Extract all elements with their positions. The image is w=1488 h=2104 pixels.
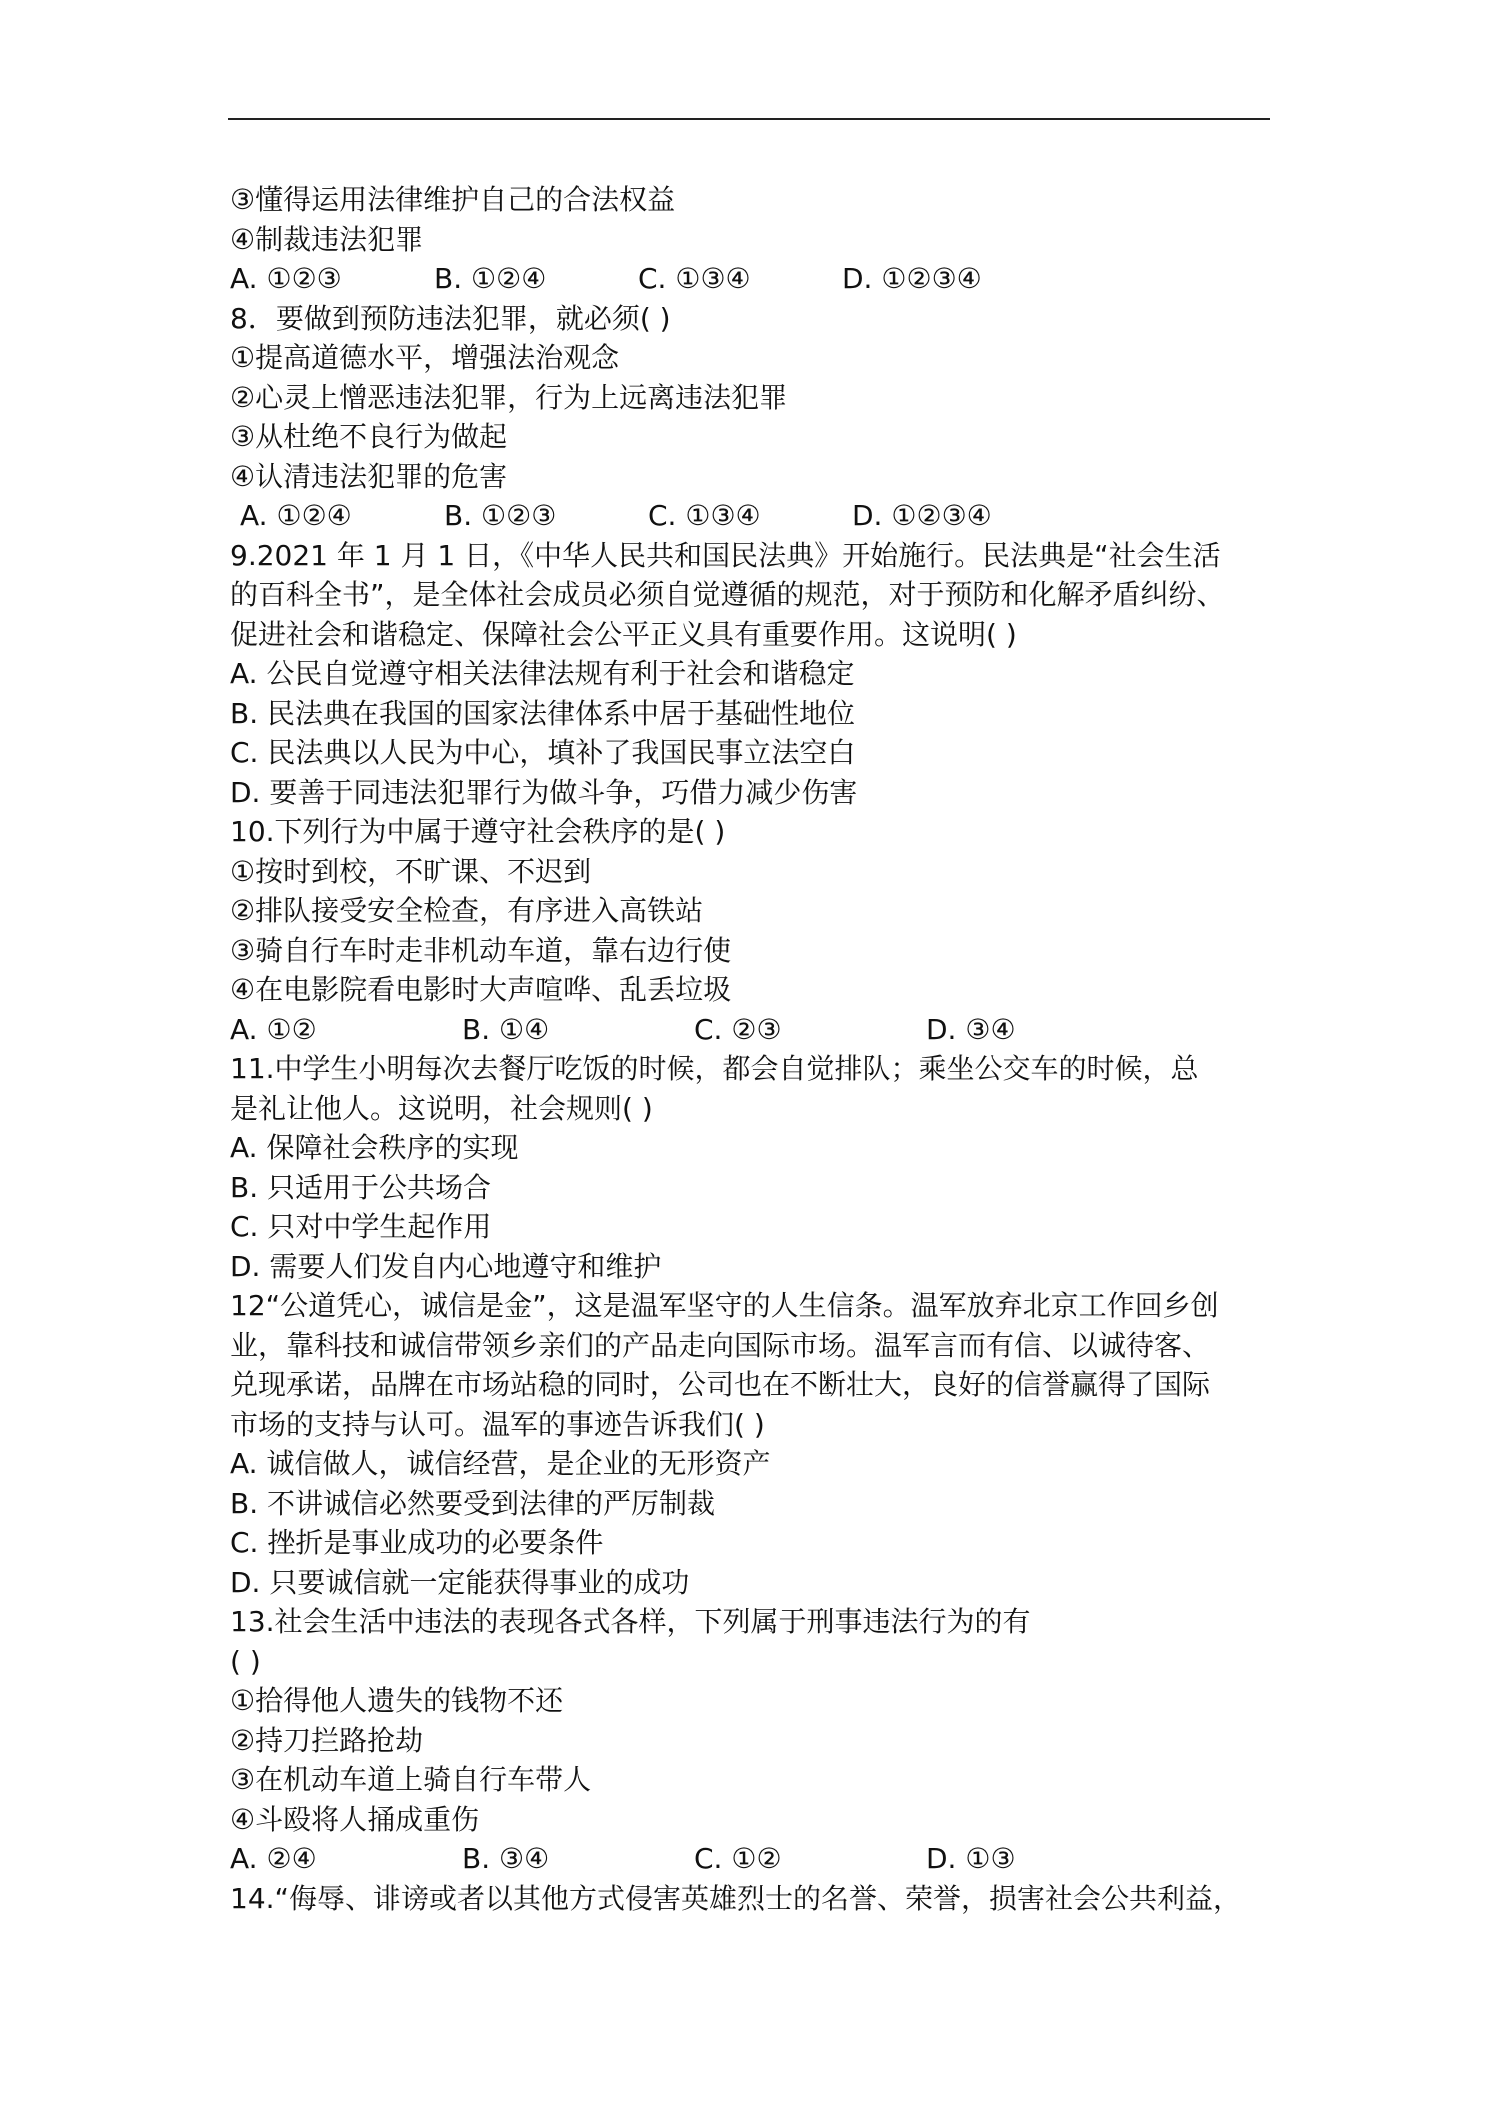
q9-stem-line-3: 促进社会和谐稳定、保障社会公平正义具有重要作用。这说明( )	[230, 617, 1017, 651]
q13-stem-line-1: 13.社会生活中违法的表现各式各样，下列属于刑事违法行为的有	[230, 1605, 1031, 1638]
q11-option-b: B. 只适用于公共场合	[230, 1170, 492, 1204]
q9-stem-line-2: 的百科全书”，是全体社会成员必须自觉遵循的规范，对于预防和化解矛盾纠纷、	[230, 578, 1225, 611]
q7-option-a: A. ①②③	[230, 262, 342, 295]
q12-stem-line-4: 市场的支持与认可。温军的事迹告诉我们( )	[230, 1407, 765, 1441]
q9-option-c: C. 民法典以人民为中心，填补了我国民事立法空白	[230, 736, 856, 769]
q8-stem: 8．要做到预防违法犯罪，就必须( )	[230, 301, 671, 335]
q10-item-4: ④在电影院看电影时大声喧哗、乱丢垃圾	[230, 973, 732, 1006]
q12-option-c: C. 挫折是事业成功的必要条件	[230, 1526, 604, 1559]
q7-options	[230, 259, 1270, 299]
q11-stem-line-2: 是礼让他人。这说明，社会规则( )	[230, 1091, 653, 1125]
exam-page	[230, 180, 1270, 1918]
q8-item-4: ④认清违法犯罪的危害	[230, 459, 508, 493]
q10-stem: 10.下列行为中属于遵守社会秩序的是( )	[230, 815, 726, 848]
q10-options	[230, 1010, 1270, 1050]
q10-option-c: C. ②③	[694, 1012, 782, 1046]
q13-item-2: ②持刀拦路抢劫	[230, 1723, 424, 1757]
q13-option-b: B. ③④	[462, 1842, 550, 1875]
q12-stem-line-1: 12“公道凭心，诚信是金”，这是温军坚守的人生信条。温军放弃北京工作回乡创	[230, 1289, 1219, 1322]
q12-option-b: B. 不讲诚信必然要受到法律的严厉制裁	[230, 1486, 716, 1520]
q9-stem-line-1: 9.2021 年 1 月 1 日，《中华人民共和国民法典》开始施行。民法典是“社会生活	[230, 538, 1221, 572]
q9-option-d: D. 要善于同违法犯罪行为做斗争，巧借力减少伤害	[230, 775, 858, 809]
q8-option-d: D. ①②③④	[852, 499, 992, 532]
q9-option-b: B. 民法典在我国的国家法律体系中居于基础性地位	[230, 696, 856, 730]
q13-item-1: ①拾得他人遗失的钱物不还	[230, 1684, 564, 1717]
header-rule	[228, 118, 1270, 120]
q8-options	[230, 496, 1270, 536]
q10-option-b: B. ①④	[462, 1012, 550, 1046]
q7-option-b: B. ①②④	[434, 262, 547, 295]
q13-options	[230, 1839, 1270, 1879]
q10-option-a: A. ①②	[230, 1012, 317, 1046]
q13-option-c: C. ①②	[694, 1842, 782, 1875]
q13-option-d: D. ①③	[926, 1842, 1016, 1875]
q13-item-4: ④斗殴将人捅成重伤	[230, 1802, 480, 1836]
q7-item-3: ③懂得运用法律维护自己的合法权益	[230, 183, 676, 216]
q7-option-c: C. ①③④	[638, 262, 751, 295]
q10-item-3: ③骑自行车时走非机动车道，靠右边行使	[230, 933, 732, 967]
q8-option-b: B. ①②③	[444, 499, 557, 532]
q10-item-1: ①按时到校，不旷课、不迟到	[230, 854, 592, 888]
q8-option-c: C. ①③④	[648, 499, 761, 532]
q14-stem-line-1: 14.“侮辱、诽谤或者以其他方式侵害英雄烈士的名誉、荣誉，损害社会公共利益，	[230, 1881, 1242, 1915]
q13-option-a: A. ②④	[230, 1842, 317, 1875]
q11-option-d: D. 需要人们发自内心地遵守和维护	[230, 1249, 662, 1283]
q11-stem-line-1: 11.中学生小明每次去餐厅吃饭的时候，都会自觉排队；乘坐公交车的时候，总	[230, 1052, 1199, 1085]
q13-item-3: ③在机动车道上骑自行车带人	[230, 1763, 592, 1796]
q12-stem-line-3: 兑现承诺，品牌在市场站稳的同时，公司也在不断壮大，良好的信誉赢得了国际	[230, 1368, 1211, 1401]
q8-option-a: A. ①②④	[240, 499, 352, 532]
q12-stem-line-2: 业，靠科技和诚信带领乡亲们的产品走向国际市场。温军言而有信、以诚待客、	[230, 1328, 1211, 1362]
q9-option-a: A. 公民自觉遵守相关法律法规有利于社会和谐稳定	[230, 657, 855, 690]
q12-option-a: A. 诚信做人，诚信经营，是企业的无形资产	[230, 1447, 771, 1480]
q11-option-c: C. 只对中学生起作用	[230, 1210, 492, 1243]
q7-option-d: D. ①②③④	[842, 262, 982, 295]
q12-option-d: D. 只要诚信就一定能获得事业的成功	[230, 1565, 690, 1599]
q8-item-3: ③从杜绝不良行为做起	[230, 420, 508, 453]
q13-stem-line-2: ( )	[230, 1644, 261, 1678]
q11-option-a: A. 保障社会秩序的实现	[230, 1131, 519, 1164]
q8-item-1: ①提高道德水平，增强法治观念	[230, 341, 620, 374]
q8-item-2: ②心灵上憎恶违法犯罪，行为上远离违法犯罪	[230, 380, 788, 414]
q10-item-2: ②排队接受安全检查，有序进入高铁站	[230, 894, 704, 927]
q7-item-4: ④制裁违法犯罪	[230, 222, 424, 256]
q10-option-d: D. ③④	[926, 1012, 1016, 1046]
